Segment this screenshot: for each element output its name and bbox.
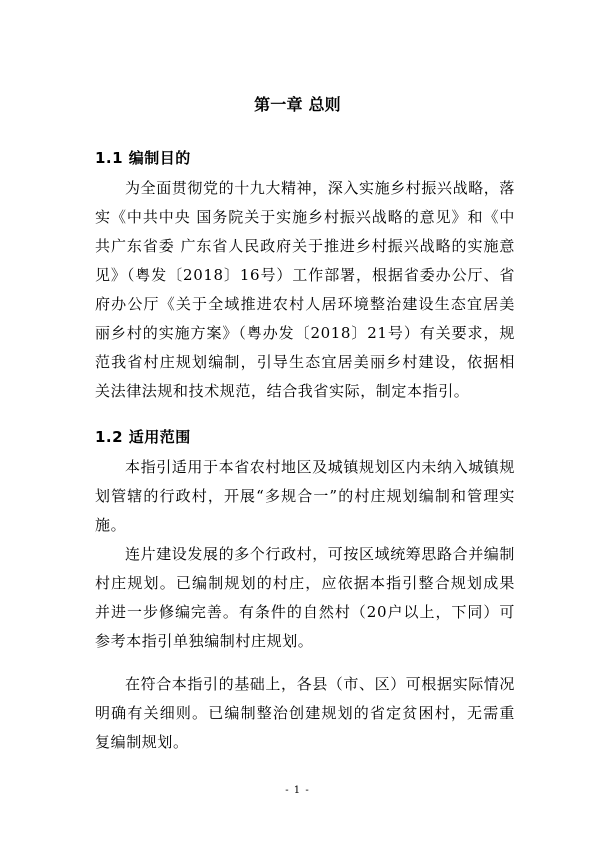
page-number: - 1 - — [285, 785, 310, 796]
section-heading-1-2: 1.2 适用范围 — [95, 428, 191, 446]
paragraph-1-1-1: 为全面贯彻党的十九大精神，深入实施乡村振兴战略，落实《中共中央 国务院关于实施乡村振兴战略的意见》和《中共广东省委 广东省人民政府关于推进乡村振兴战略的实施意见》（粤发〔2018〕16号）工作部署，根据省委办公厅、省府办公厅《关于全域推进农村人居环境整治建设生态宜居美丽乡村的实施方案》（粤办发〔2018〕21号）有关要求，规范我省村庄规划编制，引导生态宜居美丽乡村建设，依据相关法律法规和技术规范，结合我省实际，制定本指引。 — [95, 179, 516, 400]
chapter-title: 第一章 总则 — [254, 95, 341, 114]
paragraph-1-2-1: 本指引适用于本省农村地区及城镇规划区内未纳入城镇规划管辖的行政村，开展“多规合一”的村庄规划编制和管理实施。 — [95, 458, 516, 534]
section-heading-1-1: 1.1 编制目的 — [95, 149, 191, 167]
paragraph-1-2-2: 连片建设发展的多个行政村，可按区域统筹思路合并编制村庄规划。已编制规划的村庄，应依据本指引整合规划成果并进一步修编完善。有条件的自然村（20户以上，下同）可参考本指引单独编制村庄规划。 — [95, 545, 516, 650]
paragraph-1-2-3: 在符合本指引的基础上，各县（市、区）可根据实际情况明确有关细则。已编制整治创建规划的省定贫困村，无需重复编制规划。 — [95, 675, 516, 751]
